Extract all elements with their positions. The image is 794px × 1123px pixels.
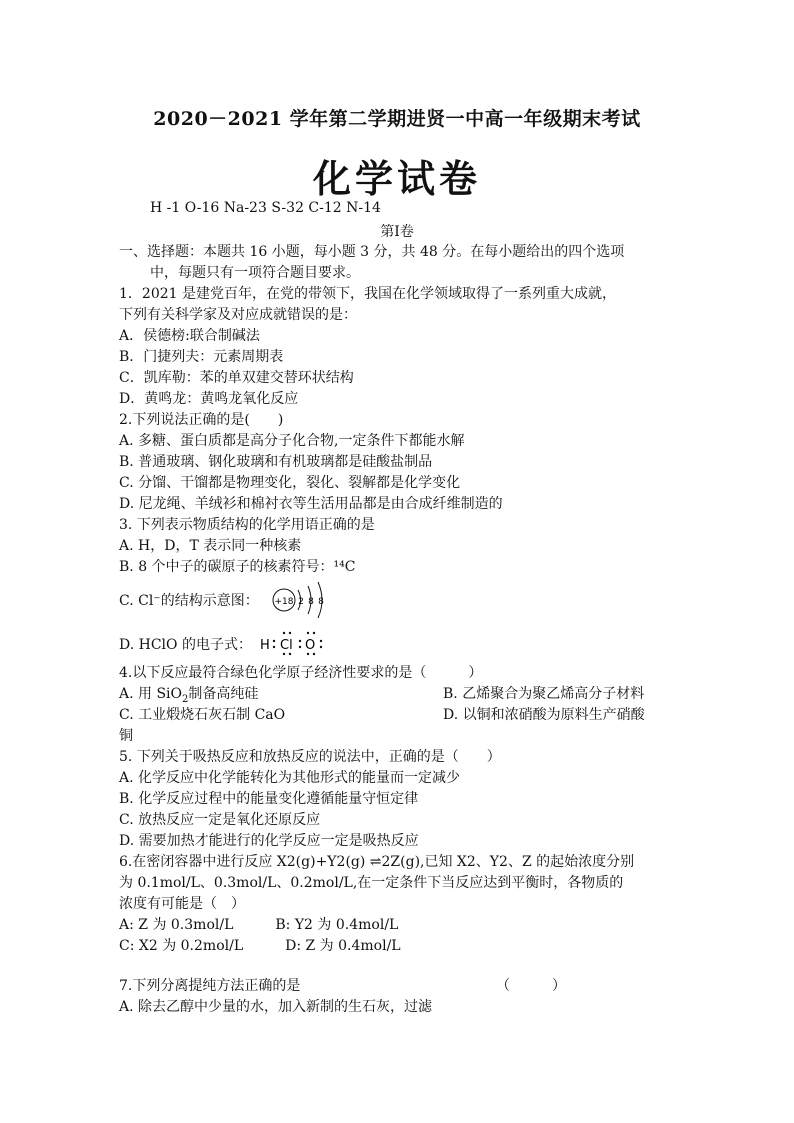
q6-options-ab: A: Z 为 0.3mol/L B: Y2 为 0.4mol/L bbox=[119, 917, 399, 933]
q5-stem: 5. 下列关于吸热反应和放热反应的说法中，正确的是（ ） bbox=[119, 749, 501, 765]
q5-option-d: D. 需要加热才能进行的化学反应一定是吸热反应 bbox=[119, 833, 419, 849]
q3-stem: 3. 下列表示物质结构的化学用语正确的是 bbox=[119, 517, 375, 533]
section-intro-line2: 中，每题只有一项符合题目要求。 bbox=[150, 265, 360, 281]
q5-option-b: B. 化学反应过程中的能量变化遵循能量守恒定律 bbox=[119, 791, 419, 807]
q1-option-b: B．门捷列夫：元素周期表 bbox=[119, 349, 284, 365]
q3-option-d-label: D. HClO 的电子式： bbox=[119, 637, 252, 653]
q7-option-a: A. 除去乙醇中少量的水，加入新制的生石灰，过滤 bbox=[119, 999, 433, 1015]
atomic-masses: H -1 O-16 Na-23 S-32 C-12 N-14 bbox=[150, 200, 381, 216]
shell-3-electrons: 8 bbox=[318, 597, 324, 607]
shell-1-electrons: 2 bbox=[298, 597, 304, 607]
q3-option-c-label: C. Cl⁻的结构示意图： bbox=[119, 593, 259, 609]
q1-option-c: C．凯库勒：苯的单双建交替环状结构 bbox=[119, 370, 354, 386]
q3-option-c bbox=[119, 592, 259, 610]
q2-option-c: C. 分馏、干馏都是物理变化，裂化、裂解都是化学变化 bbox=[119, 475, 461, 491]
part-title: 第Ⅰ卷 bbox=[380, 224, 414, 240]
nucleus-charge: +18 bbox=[274, 597, 294, 607]
q4-option-d-continued: 铜 bbox=[119, 728, 133, 744]
hclo-electron-formula bbox=[258, 628, 328, 658]
q4-option-c: C. 工业煅烧石灰石制 CaO bbox=[119, 707, 286, 723]
q6-stem-line1: 6.在密闭容器中进行反应 X2(g)+Y2(g) ⇌2Z(g),已知 X2、Y2、Z 的起始浓度分别 bbox=[119, 854, 635, 870]
q6-options-cd: C: X2 为 0.2mol/L D: Z 为 0.4mol/L bbox=[119, 938, 401, 954]
q2-option-a: A. 多糖、蛋白质都是高分子化合物,一定条件下都能水解 bbox=[119, 433, 465, 449]
q5-option-c: C. 放热反应一定是氧化还原反应 bbox=[119, 812, 321, 828]
hydrogen-symbol: H bbox=[260, 638, 270, 653]
oxygen-symbol: O bbox=[305, 638, 316, 653]
q6-stem-line2: 为 0.1mol/L、0.3mol/L、0.2mol/L,在一定条件下当反应达到平衡时，各物质的 bbox=[119, 875, 624, 891]
q4-option-b: B. 乙烯聚合为聚乙烯高分子材料 bbox=[443, 686, 645, 702]
chloride-ion-structure-diagram bbox=[268, 576, 340, 624]
q6-stem-line3: 浓度有可能是（ ） bbox=[119, 896, 245, 912]
q3-option-a: A. H，D，T 表示同一种核素 bbox=[119, 538, 302, 554]
q2-option-d: D. 尼龙绳、羊绒衫和棉衬衣等生活用品都是由合成纤维制造的 bbox=[119, 496, 503, 512]
q4-stem: 4.以下反应最符合绿色化学原子经济性要求的是（ ） bbox=[119, 665, 483, 681]
exam-title: 2020－2021 学年第二学期进贤一中高一年级期末考试 bbox=[153, 108, 641, 130]
section-intro-line1: 一、选择题：本题共 16 小题，每小题 3 分，共 48 分。在每小题给出的四个选项 bbox=[119, 244, 625, 260]
q2-option-b: B. 普通玻璃、钢化玻璃和有机玻璃都是硅酸盐制品 bbox=[119, 454, 433, 470]
q3-option-b: B. 8 个中子的碳原子的核素符号：¹⁴C bbox=[119, 559, 356, 575]
q1-option-a: A．侯德榜:联合制碱法 bbox=[119, 328, 260, 344]
q5-option-a: A. 化学反应中化学能转化为其他形式的能量而一定减少 bbox=[119, 770, 461, 786]
shell-2-electrons: 8 bbox=[308, 597, 314, 607]
chlorine-symbol: Cl bbox=[280, 638, 293, 653]
q4-option-a: A. 用 SiO$_2$制备高纯硅 bbox=[119, 686, 259, 705]
q1-stem-line2: 下列有关科学家及对应成就错误的是： bbox=[119, 307, 357, 323]
q7-stem: 7.下列分离提纯方法正确的是 bbox=[119, 978, 301, 994]
q7-answer-blank: （ ） bbox=[496, 978, 566, 994]
q2-stem: 2.下列说法正确的是( ) bbox=[119, 412, 284, 428]
q1-stem-line1: 1．2021 是建党百年，在党的带领下，我国在化学领域取得了一系列重大成就， bbox=[119, 286, 616, 302]
q1-option-d: D．黄鸣龙：黄鸣龙氧化反应 bbox=[119, 391, 299, 407]
subject-title: 化学试卷 bbox=[312, 156, 481, 201]
q3-option-d bbox=[119, 636, 252, 654]
q4-option-d: D. 以铜和浓硝酸为原料生产硝酸 bbox=[443, 707, 645, 723]
